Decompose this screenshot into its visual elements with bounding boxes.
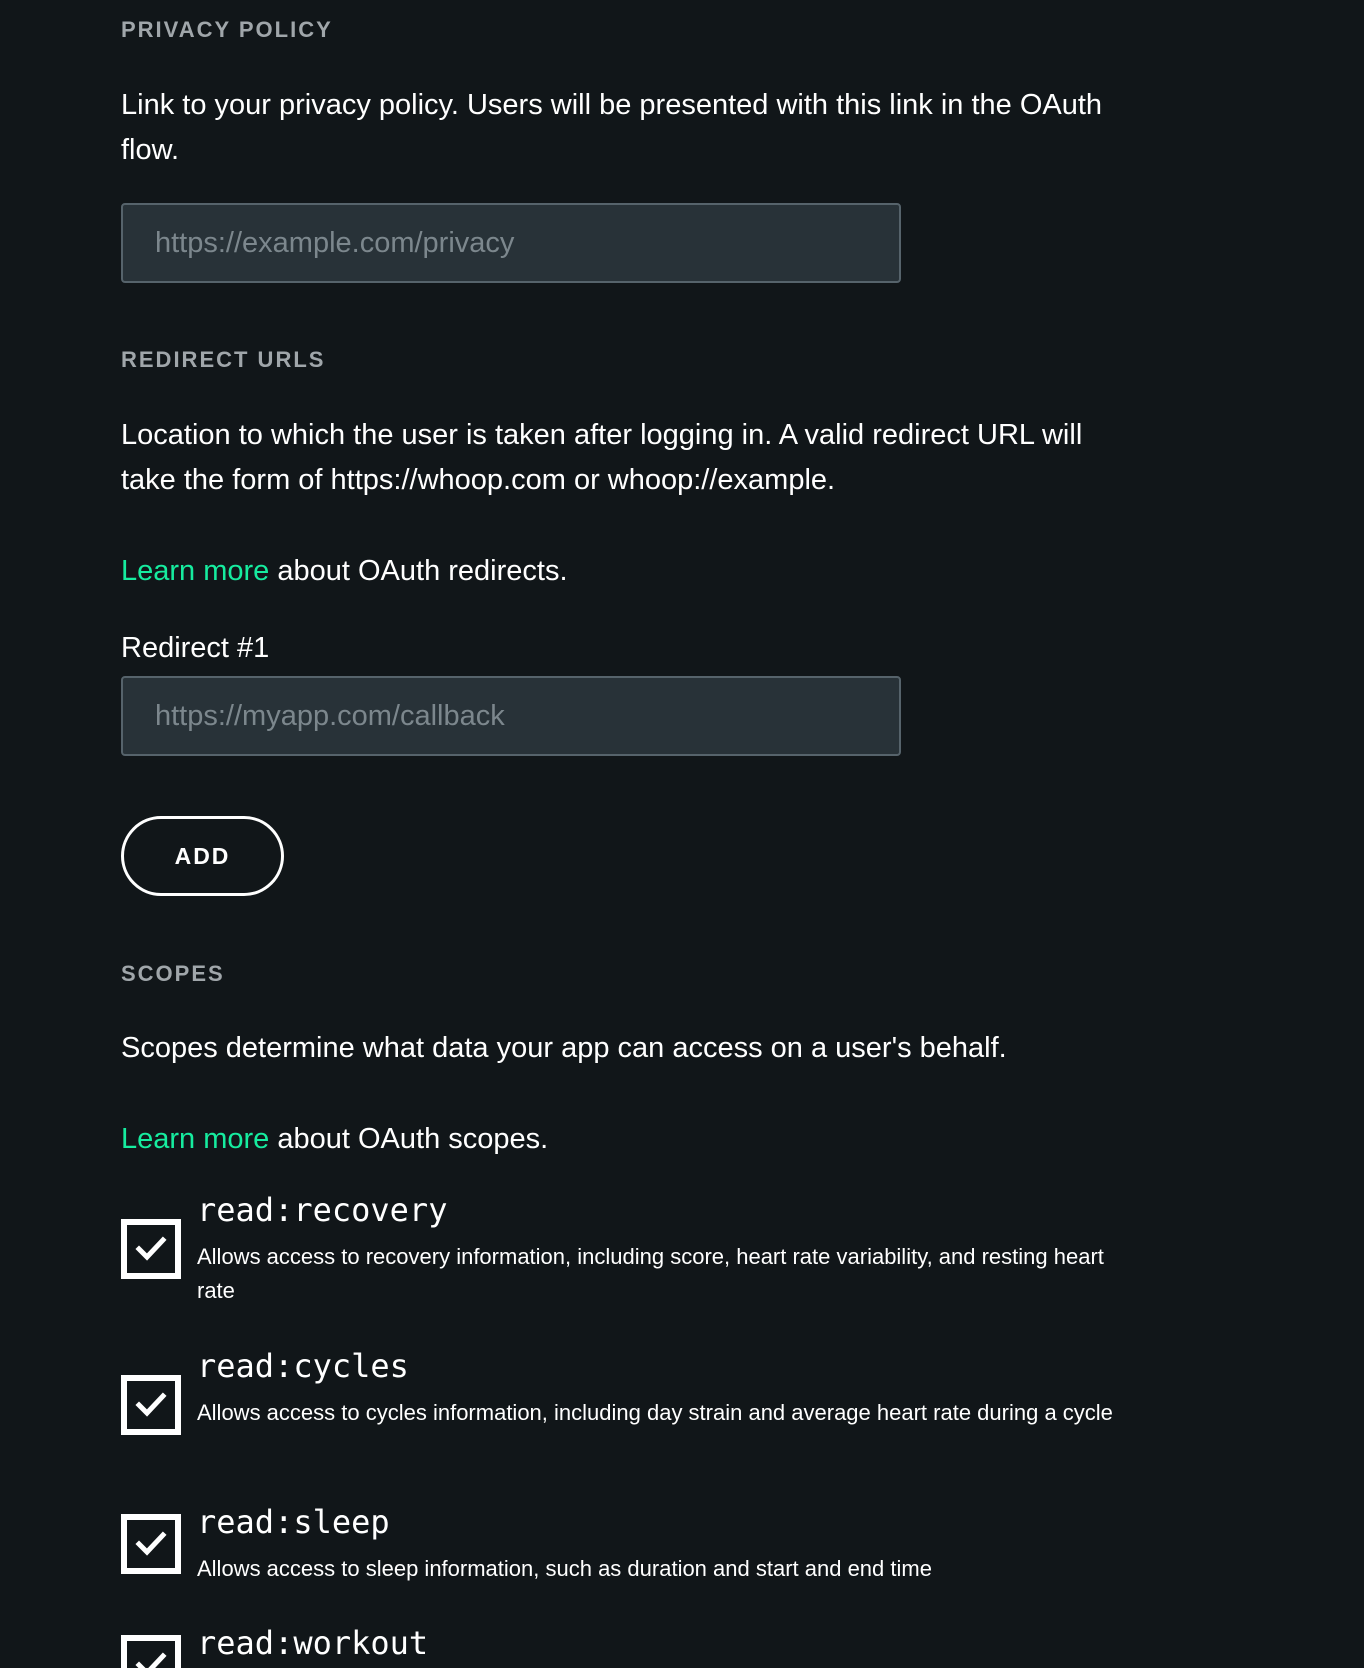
scope-sleep-description: Allows access to sleep information, such as duration and start and end time <box>197 1556 932 1581</box>
scope-item-sleep <box>121 1502 1141 1592</box>
privacy-policy-input[interactable] <box>121 203 901 283</box>
scopes-learn-more-link[interactable]: Learn more <box>121 1123 270 1155</box>
scope-sleep-checkbox[interactable] <box>121 1514 181 1574</box>
scope-sleep-name: read:sleep <box>197 1503 390 1541</box>
scope-item-recovery <box>121 1190 1141 1310</box>
redirect-1-label: Redirect #1 <box>121 632 270 664</box>
redirect-learn-more-line <box>121 551 568 591</box>
checkmark-icon <box>133 1387 169 1423</box>
scope-item-cycles <box>121 1346 1141 1466</box>
scope-recovery-checkbox[interactable] <box>121 1219 181 1279</box>
redirect-learn-more-suffix: about OAuth redirects. <box>269 555 568 587</box>
privacy-policy-description: Link to your privacy policy. Users will be presented with this link in the OAuth flow. <box>121 89 1103 166</box>
scope-cycles-name: read:cycles <box>197 1347 409 1385</box>
scope-cycles-checkbox[interactable] <box>121 1375 181 1435</box>
checkmark-icon <box>133 1526 169 1562</box>
privacy-policy-heading: PRIVACY POLICY <box>121 17 333 42</box>
scope-recovery-description: Allows access to recovery information, including score, heart rate variability, and resting heart rate <box>197 1244 1104 1303</box>
checkmark-icon <box>133 1647 169 1668</box>
scope-item-workout <box>121 1623 1141 1668</box>
scope-recovery-name: read:recovery <box>197 1191 448 1229</box>
redirect-learn-more-link[interactable]: Learn more <box>121 555 270 587</box>
scope-workout-name: read:workout <box>197 1624 429 1662</box>
scopes-learn-more-line <box>121 1119 548 1159</box>
redirect-1-input[interactable] <box>121 676 901 756</box>
scopes-heading: SCOPES <box>121 961 225 986</box>
checkmark-icon <box>133 1231 169 1267</box>
scope-workout-checkbox[interactable] <box>121 1635 181 1668</box>
scopes-description: Scopes determine what data your app can access on a user's behalf. <box>121 1032 1007 1064</box>
redirect-urls-heading: REDIRECT URLS <box>121 347 326 372</box>
redirect-urls-description: Location to which the user is taken after logging in. A valid redirect URL will take the form of https://whoop.com or whoop://example. <box>121 419 1083 496</box>
add-redirect-button[interactable]: ADD <box>121 816 284 896</box>
scopes-learn-more-suffix: about OAuth scopes. <box>269 1123 549 1155</box>
scope-cycles-description: Allows access to cycles information, including day strain and average heart rate during a cycle <box>197 1400 1113 1425</box>
